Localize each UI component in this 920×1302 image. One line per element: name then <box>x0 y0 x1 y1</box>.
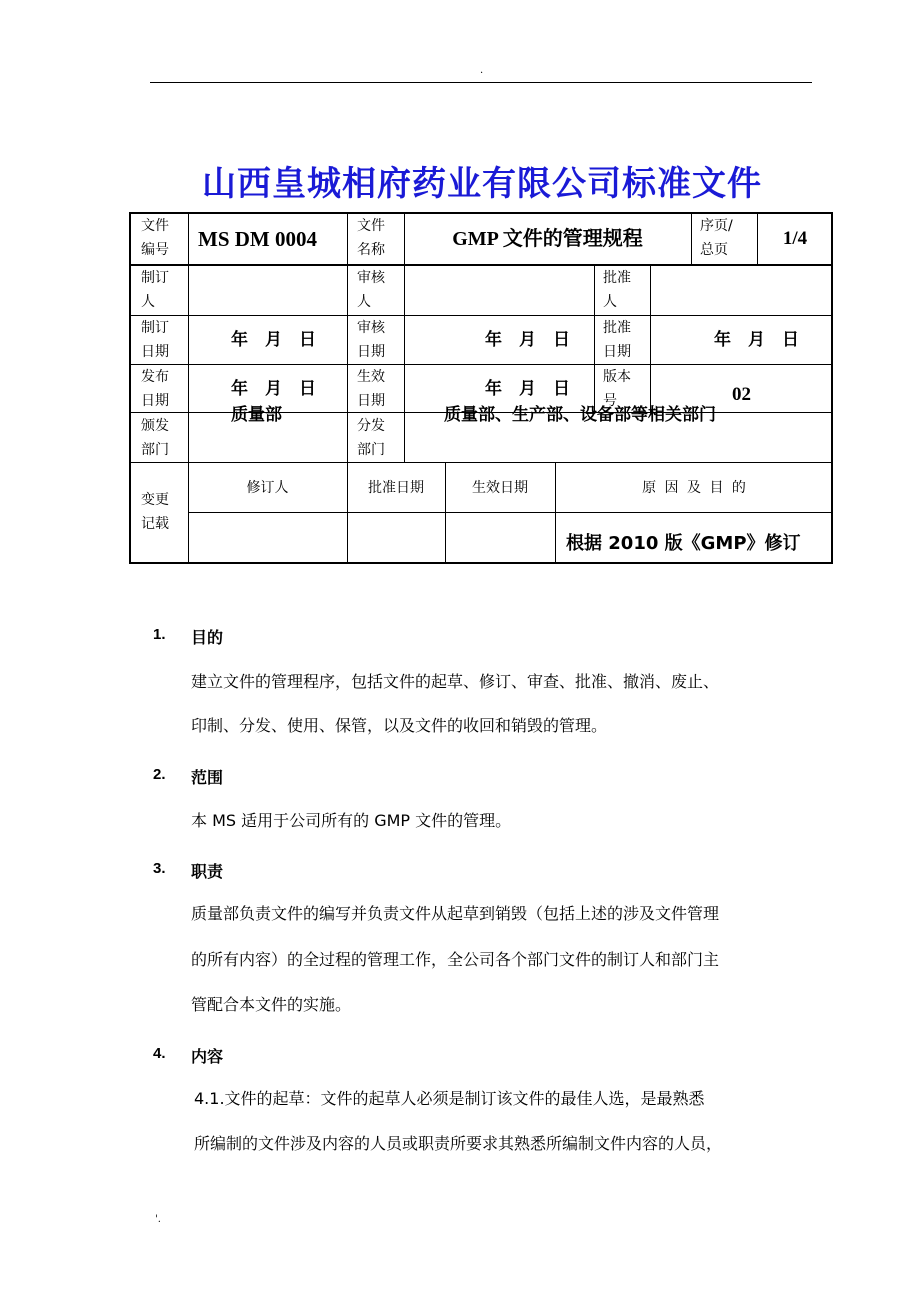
reviewer-label: 审核 人 <box>357 270 385 310</box>
paragraph-line: 的所有内容）的全过程的管理工作，全公司各个部门文件的制订人和部门主 <box>191 950 720 969</box>
section-heading: 内容 <box>191 1047 224 1066</box>
effect-date-label: 生效 日期 <box>357 369 385 409</box>
page-value: 1/4 <box>782 228 808 249</box>
table-rule <box>594 264 595 412</box>
section-number: 1. <box>153 626 166 643</box>
section-heading: 目的 <box>191 628 224 647</box>
paragraph-line: 管配合本文件的实施。 <box>191 995 352 1014</box>
publish-date-label: 发布 日期 <box>141 369 169 409</box>
change-col-effect-date: 生效日期 <box>472 480 528 496</box>
table-rule <box>691 212 692 264</box>
doc-no-value: MS DM 0004 <box>198 227 317 251</box>
change-col-approve-date: 批准日期 <box>368 480 424 496</box>
table-rule <box>188 512 833 513</box>
review-date-label: 审核 日期 <box>357 320 385 360</box>
change-record-label: 变更 记载 <box>141 492 169 532</box>
header-mark: . <box>480 65 484 76</box>
publish-date-value: 年 月 日 <box>231 379 316 399</box>
doc-name-value: GMP 文件的管理规程 <box>452 228 643 250</box>
table-rule <box>129 264 833 266</box>
section-number: 3. <box>153 860 166 877</box>
footer-mark: '. <box>155 1214 161 1225</box>
change-col-reviser: 修订人 <box>246 480 289 496</box>
document-title: 山西皇城相府药业有限公司标准文件 <box>202 164 762 204</box>
distrib-dept-label: 分发 部门 <box>357 418 385 458</box>
version-label: 版本 号 <box>603 369 631 409</box>
change-reason-value: 根据 2010 版《GMP》修订 <box>566 533 801 554</box>
paragraph-line: 建立文件的管理程序，包括文件的起草、修订、审查、批准、撤消、废止、 <box>191 672 720 691</box>
version-value: 02 <box>732 384 751 405</box>
table-rule <box>347 264 348 462</box>
made-date-value: 年 月 日 <box>231 330 316 350</box>
section-heading: 职责 <box>191 862 224 881</box>
page-label: 序页/ 总页 <box>700 218 733 258</box>
paragraph-line: 所编制的文件涉及内容的人员或职责所要求其熟悉所编制文件内容的人员， <box>194 1134 723 1153</box>
made-date-label: 制订 日期 <box>141 320 169 360</box>
table-rule <box>347 212 348 264</box>
review-date-value: 年 月 日 <box>485 330 570 350</box>
paragraph-line: 质量部负责文件的编写并负责文件从起草到销毁（包括上述的涉及文件管理 <box>191 904 720 923</box>
header-rule <box>150 82 812 83</box>
issuing-dept-value: 质量部 <box>231 405 282 425</box>
doc-name-label: 文件 名称 <box>357 218 385 258</box>
change-col-reason: 原 因 及 目 的 <box>642 480 746 496</box>
table-rule <box>188 264 189 564</box>
section-number: 2. <box>153 766 166 783</box>
paragraph-line: 本 MS 适用于公司所有的 GMP 文件的管理。 <box>191 811 512 830</box>
distrib-dept-value: 质量部、生产部、设备部等相关部门 <box>444 405 716 425</box>
issuing-dept-label: 颁发 部门 <box>141 418 169 458</box>
doc-no-label: 文件 编号 <box>141 218 169 258</box>
approver-label: 批准 人 <box>603 270 631 310</box>
section-heading: 范围 <box>191 768 224 787</box>
author-label: 制订 人 <box>141 270 169 310</box>
section-number: 4. <box>153 1045 166 1062</box>
table-rule <box>129 364 833 365</box>
effect-date-value: 年 月 日 <box>485 379 570 399</box>
paragraph-line: 印制、分发、使用、保管，以及文件的收回和销毁的管理。 <box>191 716 608 735</box>
table-rule <box>188 212 189 264</box>
table-rule <box>404 264 405 462</box>
approve-date-value: 年 月 日 <box>714 330 799 350</box>
table-rule <box>129 315 833 316</box>
table-rule <box>129 462 833 463</box>
approve-date-label: 批准 日期 <box>603 320 631 360</box>
paragraph-line: 4.1.文件的起草：文件的起草人必须是制订该文件的最佳人选，是最熟悉 <box>194 1089 705 1108</box>
